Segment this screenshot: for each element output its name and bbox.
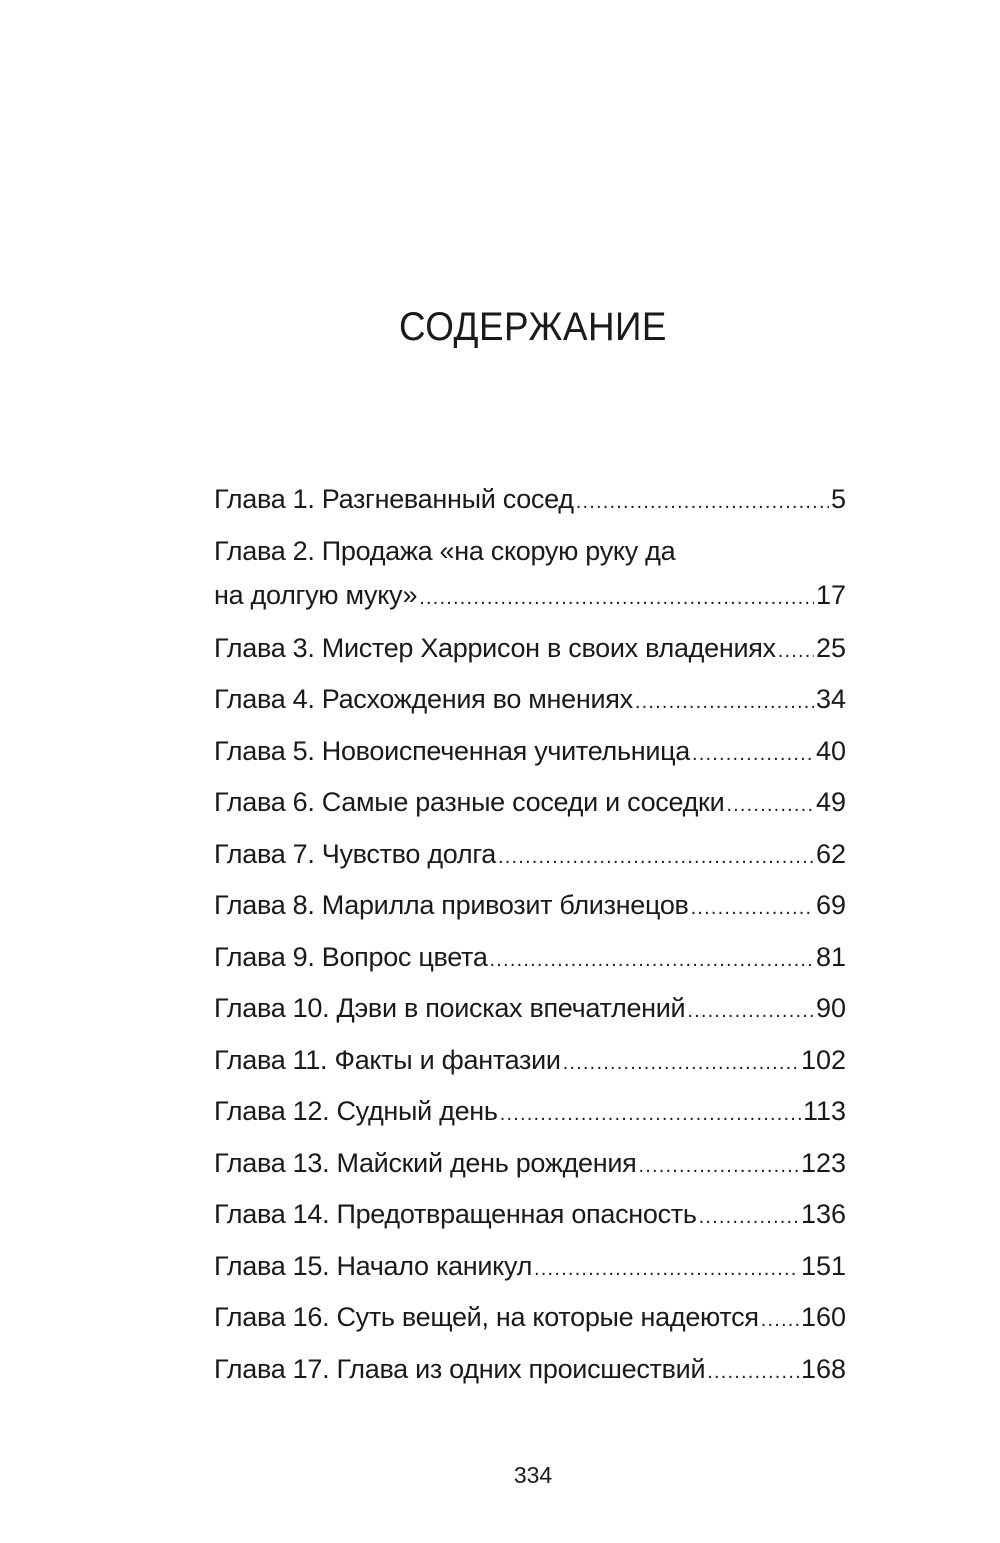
toc-page-number: 123	[800, 1147, 846, 1178]
dot-leader	[498, 835, 814, 879]
toc-entry-line	[214, 1295, 846, 1339]
toc-page-number: 25	[815, 632, 846, 663]
toc-page-number: 62	[815, 838, 846, 869]
toc-page-number: 49	[815, 787, 846, 817]
toc-entry	[214, 1244, 846, 1296]
toc-page-number: 136	[800, 1199, 846, 1229]
toc-entry-line	[214, 573, 846, 617]
toc-page-number: 5	[830, 484, 846, 514]
toc-entry	[214, 935, 846, 987]
dot-leader	[490, 938, 814, 982]
dot-leader	[691, 886, 814, 930]
toc-entry-line	[214, 1244, 846, 1288]
toc-entry	[214, 477, 846, 529]
toc-page-number: 168	[800, 1353, 846, 1384]
toc-page-number: 90	[815, 993, 846, 1023]
toc-page-number: 17	[815, 579, 846, 610]
toc-entry-title: Глава 6. Самые разные соседи и соседки	[214, 787, 725, 817]
toc-page-number: 102	[800, 1044, 846, 1075]
dot-leader	[692, 732, 814, 776]
toc-entry-line	[214, 935, 846, 979]
toc-entry	[214, 1347, 846, 1399]
page-number-footer: 334	[513, 1462, 553, 1488]
toc-entry	[214, 729, 846, 781]
toc-entry-line	[214, 832, 846, 876]
toc-entry-line	[214, 1038, 846, 1082]
toc-entry	[214, 677, 846, 729]
dot-leader	[699, 1195, 799, 1239]
dot-leader	[419, 576, 814, 620]
toc-entry-title: Глава 1. Разгневанный сосед	[214, 484, 574, 514]
toc-entry	[214, 529, 846, 626]
toc-entry-title: Глава 12. Судный день	[214, 1096, 498, 1126]
toc-entry-title: Глава 13. Майский день рождения	[214, 1147, 637, 1178]
toc-entry-title: Глава 14. Предотвращенная опасность	[214, 1199, 697, 1229]
toc-entry	[214, 1192, 846, 1244]
dot-leader	[576, 480, 829, 524]
dot-leader	[761, 1298, 799, 1342]
toc-entry	[214, 883, 846, 935]
toc-entry-line	[214, 986, 846, 1030]
toc-entry-line	[214, 1192, 846, 1236]
toc-page-number: 40	[815, 735, 846, 766]
toc-entry	[214, 832, 846, 884]
toc-entry-line	[214, 883, 846, 927]
toc-entry	[214, 986, 846, 1038]
toc-entry-title: Глава 2. Продажа «на скорую руку да	[214, 535, 676, 566]
toc-entry-line	[214, 729, 846, 773]
dot-leader	[778, 629, 814, 673]
dot-leader	[707, 1350, 799, 1394]
dot-leader	[726, 783, 814, 827]
toc-entry	[214, 1295, 846, 1347]
toc-entry-title: Глава 7. Чувство долга	[214, 838, 497, 869]
toc-page-number: 160	[800, 1302, 846, 1332]
dot-leader	[635, 680, 814, 724]
toc-entry-title: Глава 15. Начало каникул	[214, 1250, 533, 1281]
toc-page-number: 151	[800, 1250, 846, 1281]
toc-entry-title: Глава 10. Дэви в поисках впечатлений	[214, 993, 686, 1023]
toc-entry	[214, 1089, 846, 1141]
toc-entry-line	[214, 529, 846, 573]
toc-entry	[214, 626, 846, 678]
toc-entry-line	[214, 1347, 846, 1391]
table-of-contents	[214, 477, 846, 1398]
toc-entry-title: Глава 17. Глава из одних происшествий	[214, 1353, 706, 1384]
toc-page-number: 113	[802, 1096, 846, 1126]
toc-entry-line	[214, 677, 846, 721]
toc-entry-line	[214, 1089, 846, 1133]
dot-leader	[687, 989, 814, 1033]
toc-page-number: 69	[815, 890, 846, 920]
dot-leader	[534, 1247, 799, 1291]
toc-entry-line	[214, 626, 846, 670]
toc-entry-line	[214, 780, 846, 824]
dot-leader	[500, 1092, 801, 1136]
toc-entry	[214, 1038, 846, 1090]
dot-leader	[563, 1041, 799, 1085]
toc-entry-title: Глава 16. Суть вещей, на которые надеются	[214, 1302, 759, 1332]
toc-entry-title: Глава 9. Вопрос цвета	[214, 941, 488, 972]
dot-leader	[638, 1144, 798, 1188]
toc-entry-line	[214, 1141, 846, 1185]
toc-entry-title: на долгую муку»	[214, 579, 418, 610]
toc-entry	[214, 1141, 846, 1193]
toc-entry-line	[214, 477, 846, 521]
toc-entry	[214, 780, 846, 832]
toc-entry-title: Глава 5. Новоиспеченная учительница	[214, 735, 691, 766]
toc-page-number: 81	[815, 941, 846, 972]
page-title: СОДЕРЖАНИЕ	[399, 305, 667, 349]
toc-entry-title: Глава 3. Мистер Харрисон в своих владениях	[214, 632, 776, 663]
toc-page-number: 34	[815, 684, 846, 714]
toc-entry-title: Глава 11. Факты и фантазии	[214, 1044, 561, 1075]
toc-entry-title: Глава 8. Марилла привозит близнецов	[214, 890, 689, 920]
toc-entry-title: Глава 4. Расхождения во мнениях	[214, 684, 633, 714]
